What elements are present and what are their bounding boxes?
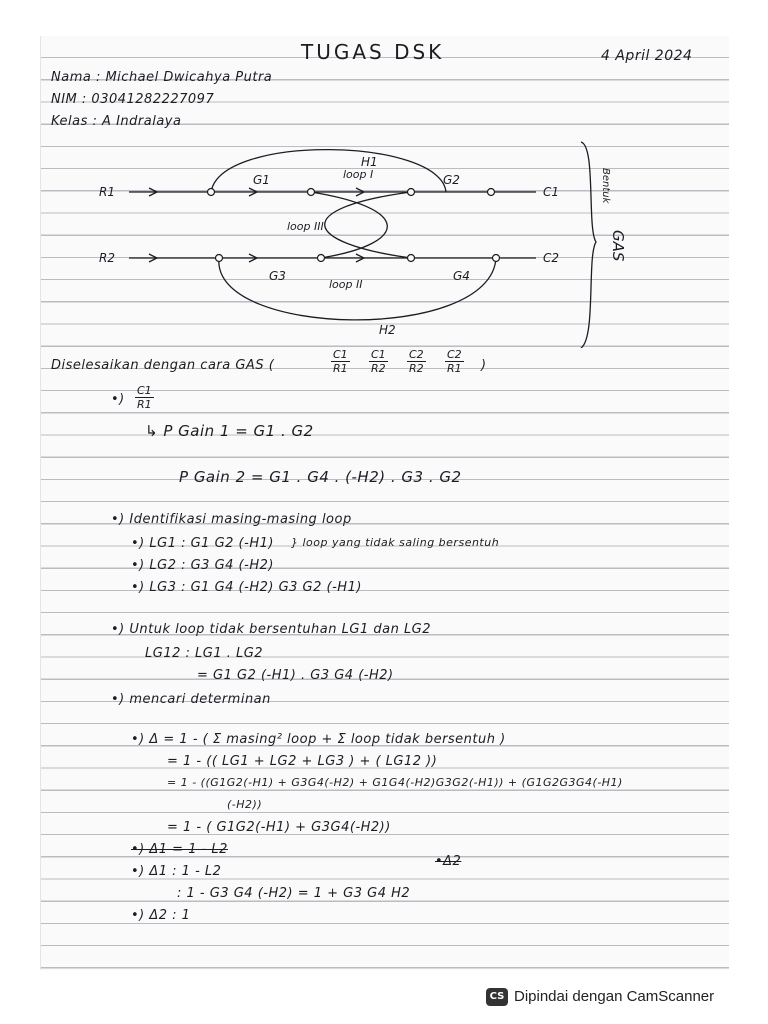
nim-line: NIM : 03041282227097 [51, 92, 215, 107]
r2-label: R2 [99, 251, 115, 265]
g2-label: G2 [443, 173, 460, 187]
lg12-line: LG12 : LG1 . LG2 [145, 646, 264, 661]
untuk-line: •) Untuk loop tidak bersentuhan LG1 dan LG2 [111, 622, 432, 637]
frac-c1-r1: $\frac{C1}{R1}$ [333, 348, 348, 375]
g1-label: G1 [253, 173, 270, 187]
camscanner-logo-icon: CS [486, 988, 508, 1006]
pgain1-line: ↳ P Gain 1 = G1 . G2 [145, 422, 314, 440]
r1-label: R1 [99, 185, 115, 199]
bentuk-label: Bentuk [600, 168, 611, 204]
delta-line-1: •) Δ = 1 - ( Σ masing² loop + Σ loop tidak bersentuh ) [131, 732, 506, 747]
mencari-line: •) mencari determinan [111, 692, 271, 707]
lg3-line: •) LG3 : G1 G4 (-H2) G3 G2 (-H1) [131, 580, 362, 595]
scribble-text: •Δ2 [435, 854, 462, 869]
frac-c2-r1: $\frac{C2}{R1}$ [447, 348, 462, 375]
frac-c1-r2: $\frac{C1}{R2}$ [371, 348, 386, 375]
camscanner-watermark: Dipindai dengan CamScanner [514, 988, 715, 1005]
delta1-line-a: •) Δ1 : 1 - L2 [131, 864, 222, 879]
h2-label: H2 [379, 323, 396, 337]
h1-label: H1 [361, 155, 378, 169]
delta1-line-b: : 1 - G3 G4 (-H2) = 1 + G3 G4 H2 [177, 886, 411, 901]
intro-close: ) [481, 358, 487, 373]
g3-label: G3 [269, 269, 286, 283]
intro-line: Diselesaikan dengan cara GAS ( [51, 358, 275, 373]
identifikasi-line: •) Identifikasi masing-masing loop [111, 512, 352, 527]
g4-label: G4 [453, 269, 470, 283]
delta-line-3: = 1 - ((G1G2(-H1) + G3G4(-H2) + G1G4(-H2)G3G2(-H1)) + (G1G2G3G4(-H1) [167, 776, 623, 789]
frac-c1r1-target: $\frac{C1}{R1}$ [137, 384, 152, 411]
frac-c2-r2: $\frac{C2}{R2}$ [409, 348, 424, 375]
lg2-line: •) LG2 : G3 G4 (-H2) [131, 558, 274, 573]
notebook-page [40, 36, 729, 970]
signal-flow-diagram [91, 138, 651, 348]
name-line: Nama : Michael Dwicahya Putra [51, 70, 273, 85]
lg12b-line: = G1 G2 (-H1) . G3 G4 (-H2) [197, 668, 394, 683]
delta-line-4: = 1 - ( G1G2(-H1) + G3G4(-H2)) [167, 820, 391, 835]
c2-label: C2 [543, 251, 560, 265]
brace-note: } loop yang tidak saling bersentuh [291, 536, 500, 549]
pgain2-line: P Gain 2 = G1 . G4 . (-H2) . G3 . G2 [179, 468, 462, 486]
c1-label: C1 [543, 185, 560, 199]
date-text: 4 April 2024 [601, 48, 693, 64]
delta-line-3b: (-H2)) [227, 798, 263, 811]
delta2-line: •) Δ2 : 1 [131, 908, 191, 923]
scanner-footer [0, 972, 768, 1024]
crossed-out-line: •) Δ1 = 1 - L2 [131, 842, 228, 857]
loop2-label: loop II [329, 278, 363, 291]
lg1-line: •) LG1 : G1 G2 (-H1) [131, 536, 274, 551]
bullet-c1r1: •) [111, 392, 125, 407]
kelas-line: Kelas : A Indralaya [51, 114, 182, 129]
gas-label: GAS [609, 230, 627, 262]
page-title: TUGAS DSK [301, 40, 445, 64]
loop3-label: loop III [287, 220, 324, 233]
delta-line-2: = 1 - (( LG1 + LG2 + LG3 ) + ( LG12 )) [167, 754, 438, 769]
loop1-label: loop I [343, 168, 374, 181]
